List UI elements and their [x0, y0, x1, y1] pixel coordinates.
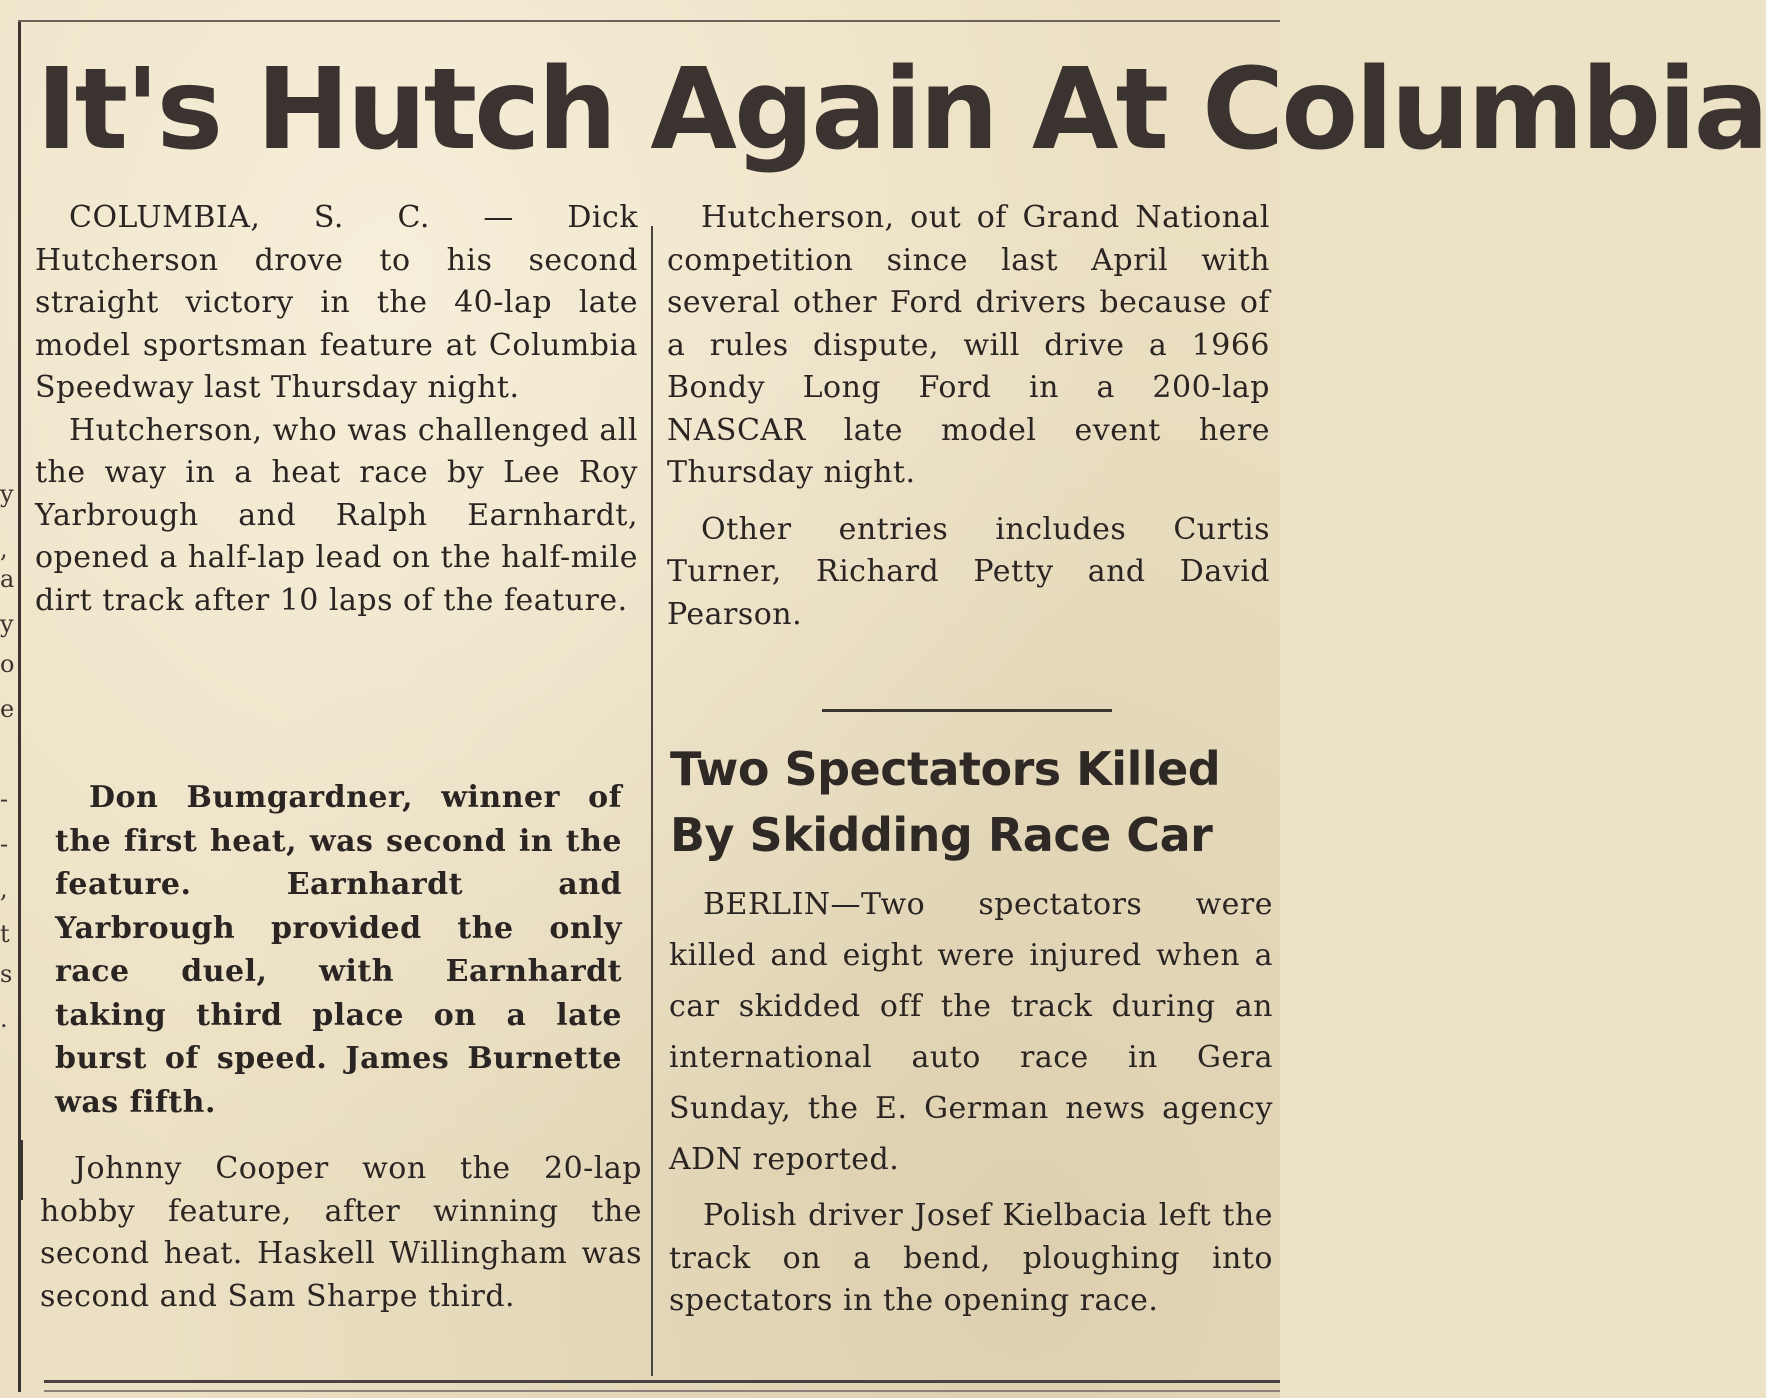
bottom-rule: [44, 1380, 1280, 1383]
margin-fragment: -: [0, 830, 9, 858]
column-rule: [651, 226, 653, 1376]
margin-fragment: ,: [0, 875, 8, 903]
bottom-rule-thin: [44, 1390, 1280, 1392]
paragraph: Other entries includes Curtis Turner, Richard Petty and David Pearson.: [667, 511, 1270, 632]
margin-fragment: a: [0, 565, 15, 593]
top-border: [18, 20, 1280, 22]
margin-fragment: -: [0, 785, 9, 813]
headline-line: By Skidding Race Car: [670, 808, 1213, 862]
berlin-headline: [670, 736, 1270, 868]
story-column-2: [667, 197, 1270, 636]
margin-fragment: y: [0, 480, 14, 508]
margin-fragment: s: [0, 960, 13, 988]
paragraph: BERLIN—Two spectators were killed and eight were injured when a car skidded off the track during an international auto race in Gera Sunday, the E. German news agency ADN reported.: [669, 887, 1273, 1177]
paragraph: Hutcherson, who was challenged all the way in a heat race by Lee Roy Yarbrough and Ralph Earnhardt, opened a half-lap lead on the half-mile dirt track after 10 laps of the feature.: [35, 412, 638, 618]
paragraph: Johnny Cooper won the 20-lap hobby feature, after winning the second heat. Haskell Willingham was second and Sam Sharpe third.: [40, 1151, 642, 1314]
berlin-story: [669, 879, 1273, 1323]
paragraph: Hutcherson, out of Grand National competition since last April with several other Ford drivers because of a rules dispute, will drive a 1966 Bondy Long Ford in a 200-lap NASCAR late model event here Thursday night.: [667, 200, 1270, 490]
story-column-1-bottom: [40, 1148, 642, 1318]
story-column-1: [35, 197, 638, 622]
paragraph: Polish driver Josef Kielbacia left the track on a bend, ploughing into spectators in the opening race.: [669, 1198, 1273, 1318]
margin-fragment: o: [0, 650, 15, 678]
main-headline: It's Hutch Again At Columbia: [36, 45, 1766, 175]
margin-fragment: .: [0, 1005, 8, 1033]
paragraph: Don Bumgardner, winner of the first heat, was second in the feature. Earnhardt and Yarbrough provided the only race duel, with Earnhardt taking third place on a late burst of speed. James Burnette was fifth.: [55, 780, 622, 1120]
margin-fragment: y: [0, 610, 14, 638]
left-separator: [20, 1140, 23, 1200]
margin-fragment: ,: [0, 535, 8, 563]
margin-fragment: e: [0, 695, 15, 723]
headline-line: Two Spectators Killed: [670, 742, 1221, 796]
story-column-1-bold-block: [55, 776, 622, 1124]
margin-fragment: t: [0, 920, 10, 948]
paragraph: COLUMBIA, S. C. — Dick Hutcherson drove to his second straight victory in the 40-lap late model sportsman feature at Columbia Speedway last Thursday night.: [35, 200, 638, 405]
story-divider: [822, 709, 1112, 712]
